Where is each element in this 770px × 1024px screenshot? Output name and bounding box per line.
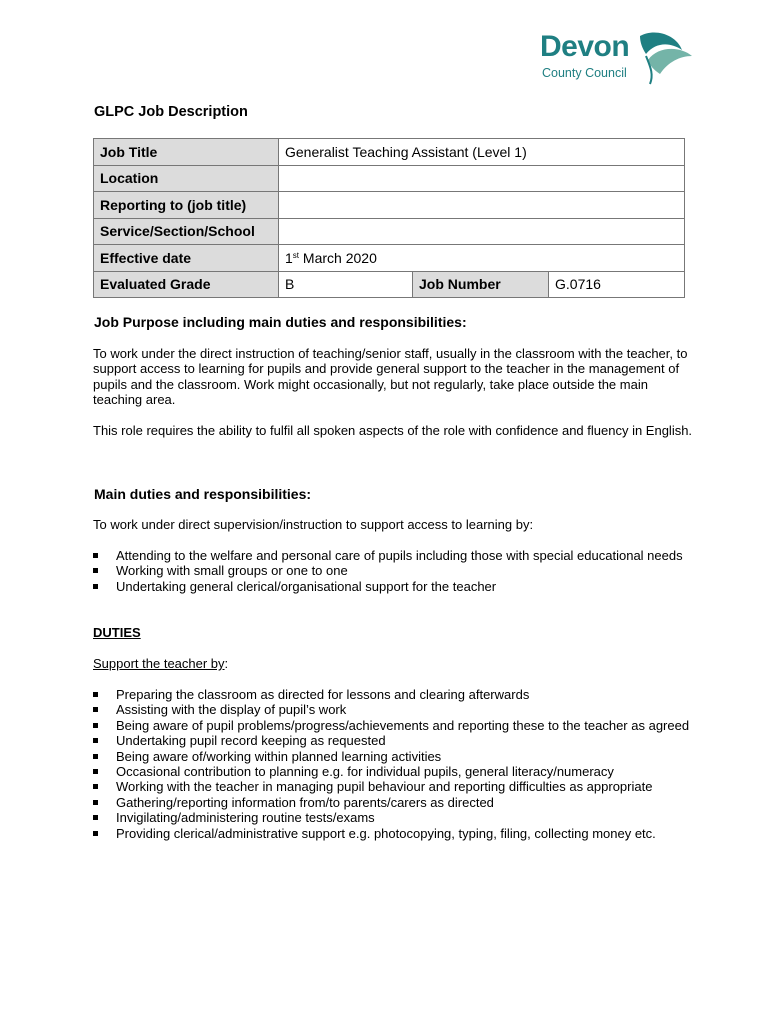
list-item <box>93 764 693 779</box>
main-duties-intro: To work under direct supervision/instruction to support access to learning by: <box>93 517 534 532</box>
job-purpose-paragraph: To work under the direct instruction of teaching/senior staff, usually in the classroom with the teacher, to support access to learning for pupils and provide general support to the teacher in the management of pupils and the classroom. Work might occasionally, but not regularly, take place outside the main teaching area. <box>93 346 688 408</box>
service-value <box>279 218 685 245</box>
list-item-text: Undertaking pupil record keeping as requested <box>116 733 386 749</box>
list-item-text: Undertaking general clerical/organisational support for the teacher <box>116 578 497 594</box>
location-value <box>279 165 685 192</box>
list-item <box>93 733 693 748</box>
main-duties-heading: Main duties and responsibilities: <box>94 486 312 502</box>
effective-date-label: Effective date <box>94 245 279 272</box>
grade-label: Evaluated Grade <box>94 271 279 298</box>
document-title: GLPC Job Description <box>94 104 248 120</box>
job-number-value: G.0716 <box>549 271 685 298</box>
location-label: Location <box>94 165 279 192</box>
list-item <box>93 687 693 702</box>
list-item <box>93 718 693 733</box>
list-item <box>93 749 693 764</box>
service-label: Service/Section/School <box>94 218 279 245</box>
table-row <box>94 218 685 245</box>
list-item-text: Being aware of pupil problems/progress/achievements and reporting these to the teacher as agreed <box>116 717 690 733</box>
bullet-icon <box>93 784 98 789</box>
support-label-text: Support the teacher by <box>93 656 225 671</box>
logo-wordmark: Devon <box>540 30 630 63</box>
bullet-icon <box>93 553 98 558</box>
list-item <box>93 579 693 594</box>
list-item <box>93 826 693 841</box>
leaf-icon <box>636 30 694 86</box>
list-item-text: Assisting with the display of pupil’s work <box>116 702 347 718</box>
bullet-icon <box>93 831 98 836</box>
job-purpose-heading: Job Purpose including main duties and responsibilities: <box>94 314 467 330</box>
bullet-icon <box>93 723 98 728</box>
effective-rest: March 2020 <box>299 249 377 266</box>
list-item-text: Attending to the welfare and personal care of pupils including those with special educational needs <box>116 548 683 563</box>
duties-list <box>93 687 693 841</box>
job-number-label: Job Number <box>413 271 549 298</box>
effective-suffix: st <box>292 250 300 260</box>
logo-subtitle: County Council <box>542 66 627 80</box>
support-colon: : <box>224 656 229 671</box>
list-item-text: Providing clerical/administrative support e.g. photocopying, typing, filing, collecting money etc. <box>116 825 656 841</box>
duties-heading-text: DUTIES <box>93 625 141 640</box>
grade-value: B <box>279 271 413 298</box>
bullet-icon <box>93 584 98 589</box>
list-item-text: Working with the teacher in managing pupil behaviour and reporting difficulties as appropriate <box>116 779 653 795</box>
bullet-icon <box>93 738 98 743</box>
list-item-text: Being aware of/working within planned learning activities <box>116 748 442 764</box>
bullet-icon <box>93 769 98 774</box>
list-item <box>93 795 693 810</box>
bullet-icon <box>93 754 98 759</box>
list-item <box>93 548 693 563</box>
language-paragraph: This role requires the ability to fulfil all spoken aspects of the role with confidence and fluency in English. <box>93 423 693 438</box>
list-item <box>93 563 693 578</box>
list-item-text: Working with small groups or one to one <box>116 563 348 579</box>
table-row <box>94 139 685 166</box>
bullet-icon <box>93 568 98 573</box>
support-label <box>93 656 228 671</box>
list-item <box>93 702 693 717</box>
table-row <box>94 271 685 298</box>
bullet-icon <box>93 707 98 712</box>
bullet-icon <box>93 800 98 805</box>
bullet-icon <box>93 692 98 697</box>
list-item-text: Preparing the classroom as directed for lessons and clearing afterwards <box>116 687 530 702</box>
job-info-table <box>93 138 685 298</box>
job-title-label: Job Title <box>94 139 279 166</box>
list-item <box>93 779 693 794</box>
list-item-text: Gathering/reporting information from/to parents/carers as directed <box>116 794 494 810</box>
table-row <box>94 245 685 272</box>
table-row <box>94 165 685 192</box>
table-row <box>94 192 685 219</box>
effective-date-value <box>279 245 685 272</box>
job-title-value: Generalist Teaching Assistant (Level 1) <box>279 139 685 166</box>
main-duties-list <box>93 548 693 594</box>
duties-heading <box>93 625 141 640</box>
list-item <box>93 810 693 825</box>
list-item-text: Occasional contribution to planning e.g. for individual pupils, general literacy/numeracy <box>116 764 614 780</box>
bullet-icon <box>93 815 98 820</box>
effective-day: 1 <box>285 249 293 266</box>
reporting-label: Reporting to (job title) <box>94 192 279 219</box>
list-item-text: Invigilating/administering routine tests/exams <box>116 810 375 826</box>
reporting-value <box>279 192 685 219</box>
devon-logo <box>540 30 700 86</box>
